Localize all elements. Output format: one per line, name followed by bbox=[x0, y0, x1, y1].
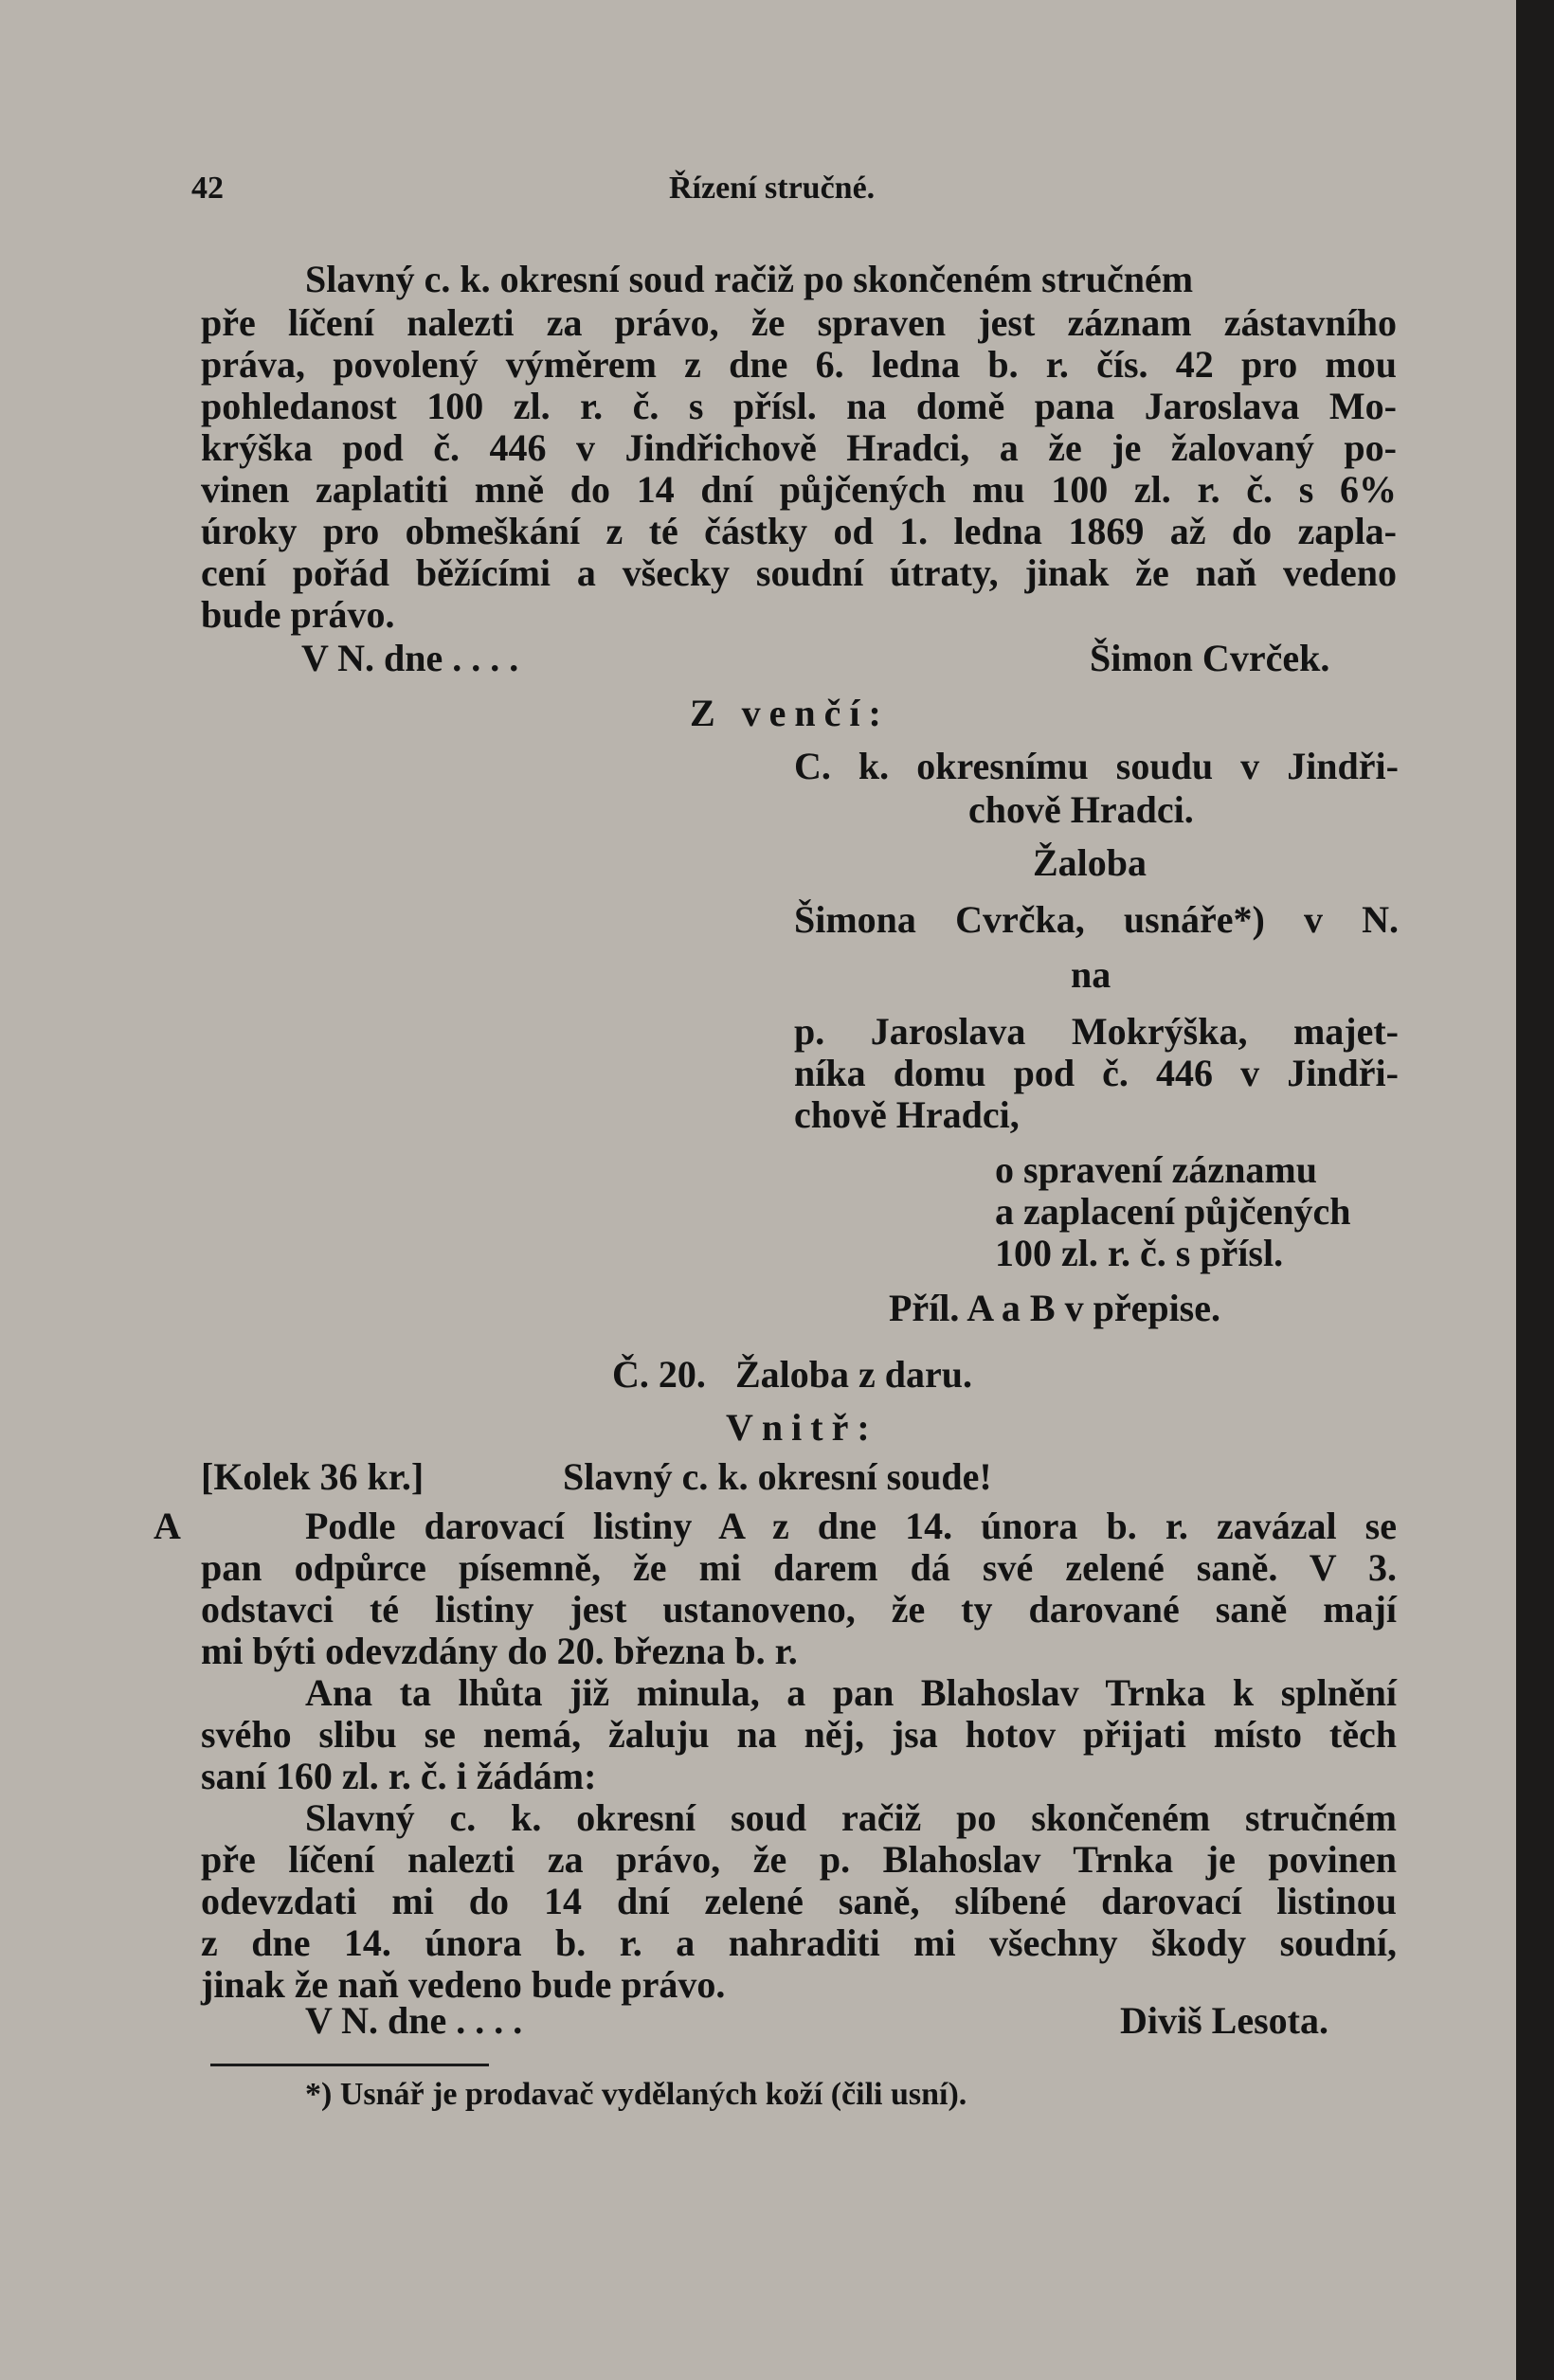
subject-line-1: o spravení záznamu bbox=[995, 1148, 1317, 1191]
court-address-line-1: C. k. okresnímu soudu v Jindři- bbox=[794, 745, 1399, 787]
stamp-note: [Kolek 36 kr.] bbox=[201, 1455, 425, 1498]
para1-line-1: Slavný c. k. okresní soud račiž po skončeném stručném bbox=[305, 258, 1194, 300]
against-word: na bbox=[1071, 953, 1111, 996]
section-number: Č. 20. bbox=[612, 1353, 706, 1396]
para3-line-1: Ana ta lhůta již minula, a pan Blahoslav Trnka k splnění bbox=[305, 1671, 1397, 1714]
para1-line-8: cení pořád běžícími a všecky soudní útraty, jinak že naň vedeno bbox=[201, 551, 1397, 594]
para1-line-9: bude právo. bbox=[201, 593, 395, 636]
para1-line-2: pře líčení nalezti za právo, že spraven jest záznam zástavního bbox=[201, 301, 1397, 344]
para1-line-3: práva, povolený výměrem z dne 6. ledna b. r. čís. 42 pro mou bbox=[201, 343, 1397, 386]
page-number: 42 bbox=[191, 171, 224, 206]
inside-heading: Vnitř: bbox=[726, 1406, 878, 1449]
para4-line-5: jinak že naň vedeno bude právo. bbox=[201, 1963, 726, 2006]
para2-line-2: pan odpůrce písemně, že mi darem dá své zelené saně. V 3. bbox=[201, 1546, 1397, 1589]
defendant-line-2: níka domu pod č. 446 v Jindři- bbox=[794, 1052, 1399, 1094]
salutation: Slavný c. k. okresní soude! bbox=[563, 1455, 992, 1498]
para3-line-2: svého slibu se nemá, žaluju na něj, jsa hotov přijati místo těch bbox=[201, 1713, 1397, 1756]
defendant-line-3: chově Hradci, bbox=[794, 1093, 1020, 1136]
defendant-line-1: p. Jaroslava Mokrýška, majet- bbox=[794, 1010, 1399, 1053]
para1-line-5: krýška pod č. 446 v Jindřichově Hradci, a že je žalovaný po- bbox=[201, 426, 1397, 469]
section-title: Žaloba z daru. bbox=[735, 1353, 973, 1396]
para2-line-1: Podle darovací listiny A z dne 14. února b. r. zavázal se bbox=[305, 1505, 1397, 1547]
para2-line-4: mi býti odevzdány do 20. března b. r. bbox=[201, 1630, 798, 1672]
para2-line-3: odstavci té listiny jest ustanoveno, že ty darované saně mají bbox=[201, 1588, 1397, 1631]
sign1-place: V N. dne . . . . bbox=[301, 637, 519, 679]
footnote: *) Usnář je prodavač vydělaných koží (čili usní). bbox=[305, 2077, 967, 2112]
footnote-rule bbox=[210, 2064, 489, 2066]
outside-heading: Z venčí: bbox=[690, 692, 890, 734]
page-edge-shadow bbox=[1516, 0, 1554, 2380]
sign1-name: Šimon Cvrček. bbox=[1090, 637, 1330, 679]
attachments-line: Příl. A a B v přepise. bbox=[889, 1287, 1220, 1329]
para4-line-4: z dne 14. února b. r. a nahraditi mi všechny škody soudní, bbox=[201, 1921, 1397, 1964]
complaint-title: Žaloba bbox=[1033, 841, 1147, 884]
court-address-line-2: chově Hradci. bbox=[968, 788, 1194, 831]
para1-line-4: pohledanost 100 zl. r. č. s přísl. na domě pana Jaroslava Mo- bbox=[201, 385, 1397, 427]
para3-line-3: saní 160 zl. r. č. i žádám: bbox=[201, 1755, 597, 1797]
running-title: Řízení stručné. bbox=[669, 171, 876, 206]
sign2-place: V N. dne . . . . bbox=[305, 1999, 523, 2042]
margin-mark-a: A bbox=[154, 1505, 181, 1547]
para4-line-1: Slavný c. k. okresní soud račiž po skončeném stručném bbox=[305, 1796, 1397, 1839]
para4-line-3: odevzdati mi do 14 dní zelené saně, slíbené darovací listinou bbox=[201, 1880, 1397, 1922]
subject-line-2: a zaplacení půjčených bbox=[995, 1190, 1351, 1233]
para4-line-2: pře líčení nalezti za právo, že p. Blahoslav Trnka je povinen bbox=[201, 1838, 1397, 1881]
sign2-name: Diviš Lesota. bbox=[1120, 1999, 1328, 2042]
para1-line-7: úroky pro obmeškání z té částky od 1. ledna 1869 až do zapla- bbox=[201, 510, 1397, 552]
subject-line-3: 100 zl. r. č. s přísl. bbox=[995, 1232, 1284, 1274]
para1-line-6: vinen zaplatiti mně do 14 dní půjčených mu 100 zl. r. č. s 6% bbox=[201, 468, 1397, 511]
plaintiff-line: Šimona Cvrčka, usnáře*) v N. bbox=[794, 898, 1399, 941]
